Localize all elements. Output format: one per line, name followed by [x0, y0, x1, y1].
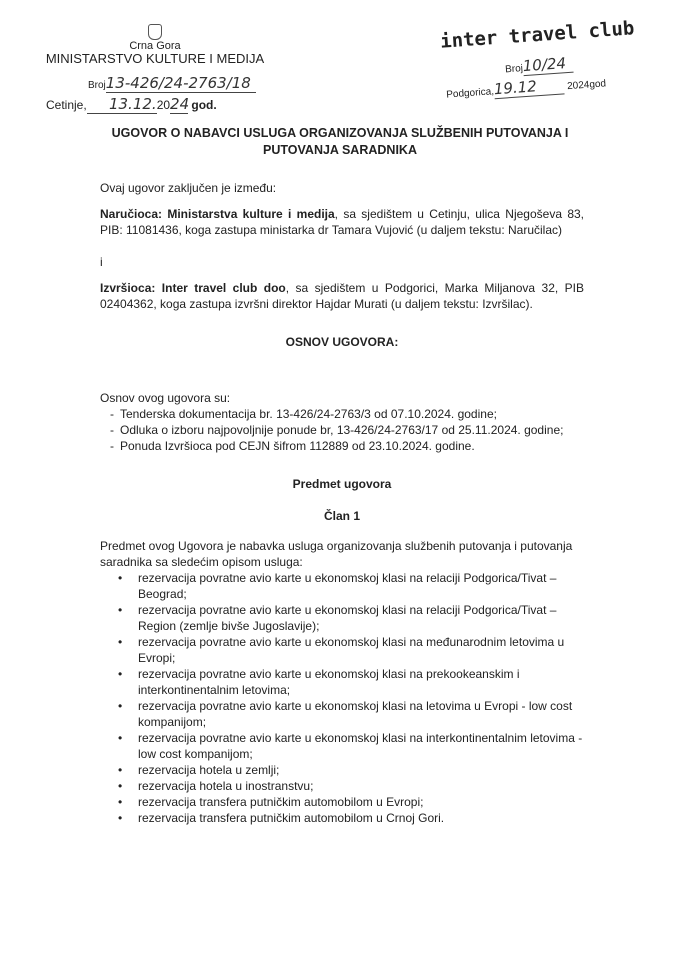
broj-label: Broj — [88, 80, 106, 91]
list-item: - Ponuda Izvršioca pod CEJN šifrom 112889 od 23.10.2024. godine. — [120, 438, 584, 454]
ministry-number — [88, 74, 256, 93]
country-name: Crna Gora — [129, 40, 181, 52]
contractor-name: Izvršioca: Inter travel club doo — [100, 281, 286, 295]
list-item: • rezervacija povratne avio karte u ekonomskoj klasi na međunarodnim letovima u Evropi; — [138, 634, 584, 666]
contract-body — [100, 180, 584, 826]
list-item: - Tenderska dokumentacija br. 13-426/24-2763/3 od 07.10.2024. godine; — [120, 406, 584, 422]
intro: Ovaj ugovor zaključen je između: — [100, 181, 277, 195]
god-label: god — [589, 78, 607, 91]
services-list — [100, 570, 584, 826]
list-item: • rezervacija hotela u inostranstvu; — [138, 778, 584, 794]
list-item: • rezervacija povratne avio karte u ekonomskoj klasi na relaciji Podgorica/Tivat – Region (zemlje bivše Jugoslavije); — [138, 602, 584, 634]
basis-list — [100, 406, 584, 454]
date-value: 19.12 — [493, 75, 564, 99]
basis-intro: Osnov ovog ugovora su: — [100, 391, 231, 405]
year-value: 2024 — [566, 79, 590, 93]
client-name: Naručioca: Ministarstva kulture i medija — [100, 207, 335, 221]
company-date — [446, 72, 607, 102]
article-intro: Predmet ovog Ugovora je nabavka usluga organizovanja službenih putovanja i putovanja saradnika sa sledećim opisom usluga: — [100, 539, 573, 569]
ministry-name: MINISTARSTVO KULTURE I MEDIJA — [45, 51, 265, 66]
place-label: Podgorica, — [445, 86, 495, 101]
broj-value: 13-426/24-2763/18 — [106, 74, 256, 93]
and-text: i — [100, 255, 103, 269]
list-item: • rezervacija povratne avio karte u ekonomskoj klasi na letovima u Evropi - low cost kompanijom; — [138, 698, 584, 730]
broj-label: Broj — [504, 63, 524, 76]
article-heading: Član 1 — [323, 509, 360, 523]
coat-of-arms-icon — [148, 24, 162, 40]
year-value: 24 — [170, 95, 190, 113]
date-value: 13.12. — [87, 95, 157, 114]
ministry-header — [40, 24, 270, 65]
list-item: • rezervacija povratne avio karte u ekonomskoj klasi na relaciji Podgorica/Tivat – Beograd; — [138, 570, 584, 602]
broj-value: 10/24 — [522, 54, 573, 76]
god-label: god. — [191, 98, 217, 112]
client-details: , sa sjedištem u Cetinju, ulica Njegoševa 83, PIB: 11081436, koga zastupa ministarka dr Tamara Vujović (u daljem tekstu: Naručilac) — [100, 207, 584, 237]
contract-title: UGOVOR O NABAVCI USLUGA ORGANIZOVANJA SLUŽBENIH PUTOVANJA I PUTOVANJA SARADNIKA — [111, 126, 569, 157]
list-item: • rezervacija hotela u zemlji; — [138, 762, 584, 778]
basis-heading: OSNOV UGOVORA: — [285, 335, 399, 349]
subject-heading: Predmet ugovora — [292, 477, 392, 491]
company-stamp: inter travel club — [439, 17, 635, 53]
list-item: • rezervacija transfera putničkim automobilom u Evropi; — [138, 794, 584, 810]
year-prefix: 20 — [156, 98, 171, 112]
company-number — [504, 54, 573, 78]
list-item: • rezervacija povratne avio karte u ekonomskoj klasi na prekookeanskim i interkontinentalnim letovima; — [138, 666, 584, 698]
list-item: • rezervacija povratne avio karte u ekonomskoj klasi na interkontinentalnim letovima - low cost kompanijom; — [138, 730, 584, 762]
list-item: - Odluka o izboru najpovoljnije ponude br, 13-426/24-2763/17 od 25.11.2024. godine; — [120, 422, 584, 438]
contractor-details: , sa sjedištem u Podgorici, Marka Miljanova 32, PIB 02404362, koga zastupa izvršni direktor Hajdar Murati (u daljem tekstu: Izvršilac). — [100, 281, 584, 311]
ministry-date — [46, 95, 217, 114]
party-client — [100, 206, 584, 238]
party-contractor — [100, 280, 584, 312]
place-label: Cetinje, — [46, 98, 87, 112]
list-item: • rezervacija transfera putničkim automobilom u Crnoj Gori. — [138, 810, 584, 826]
